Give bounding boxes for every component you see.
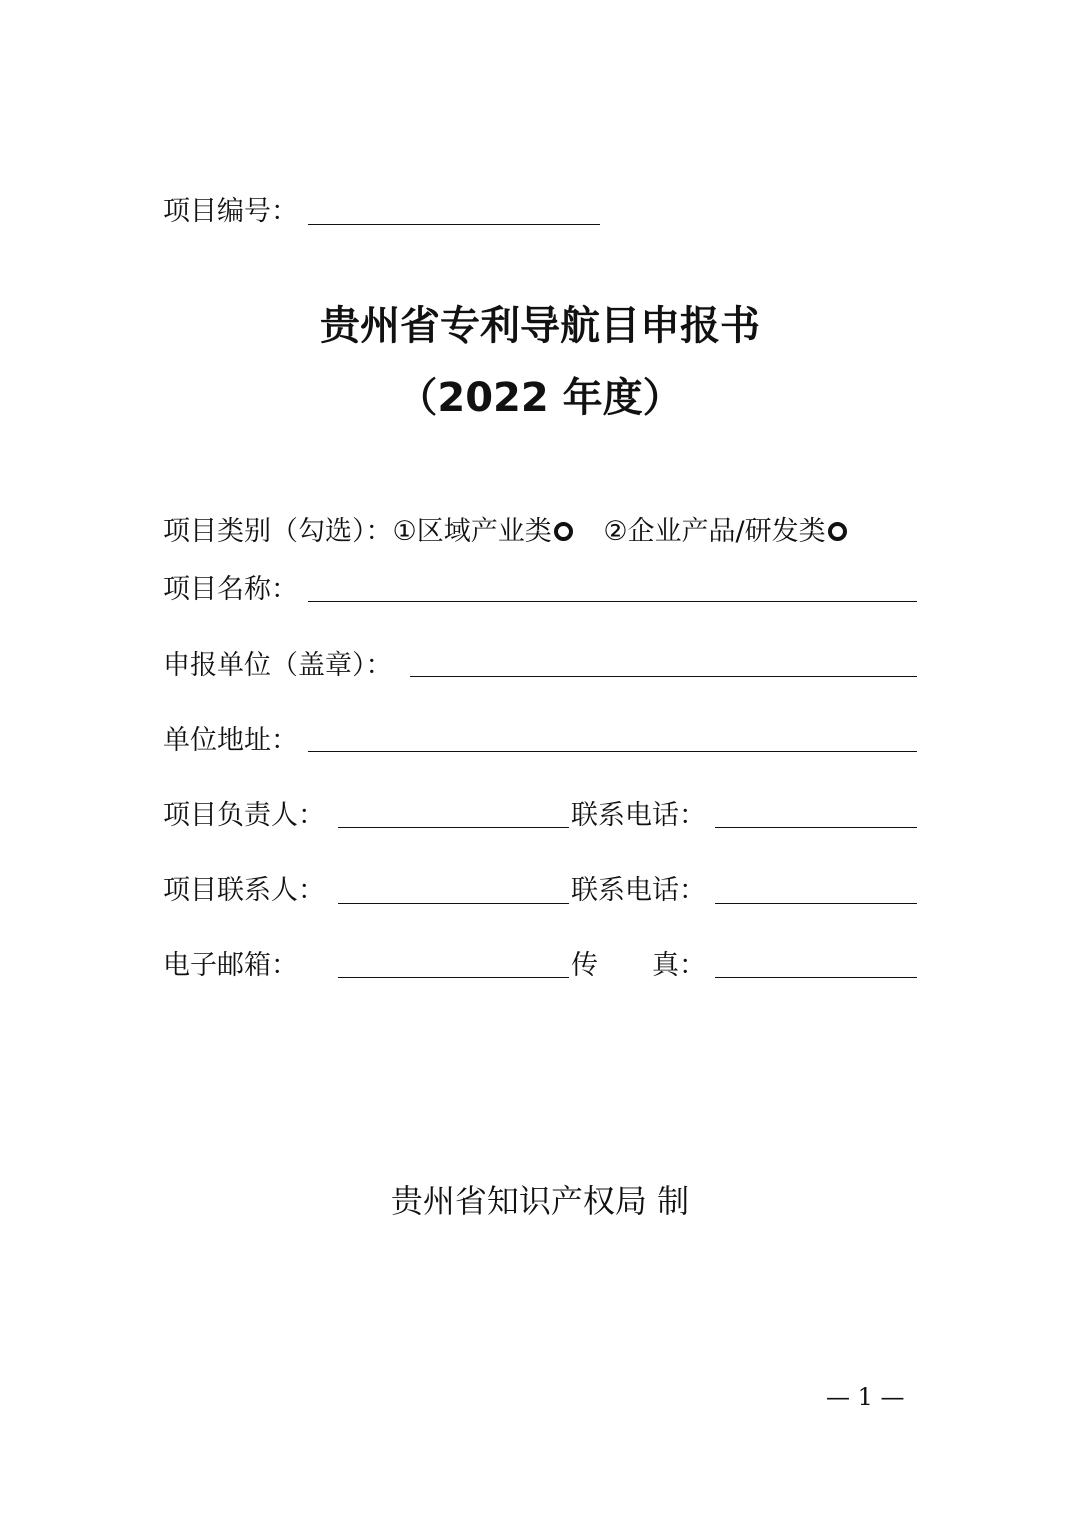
- email-line[interactable]: [338, 977, 569, 978]
- unit-address-label: 单位地址：: [163, 725, 298, 756]
- email-label: 电子邮箱：: [163, 950, 298, 981]
- leader-phone-line[interactable]: [715, 827, 917, 828]
- project-name-line[interactable]: [308, 601, 917, 602]
- issuer-text: 贵州省知识产权局 制: [390, 1182, 690, 1220]
- project-leader-label: 项目负责人：: [163, 800, 325, 831]
- unit-address-line[interactable]: [308, 751, 917, 752]
- category-option-regional: ①区域产业类: [392, 516, 552, 547]
- applicant-unit-label: 申报单位（盖章）：: [163, 650, 393, 681]
- applicant-unit-line[interactable]: [410, 676, 917, 677]
- project-leader-line[interactable]: [338, 827, 569, 828]
- radio-regional-icon[interactable]: [554, 522, 573, 541]
- project-contact-label: 项目联系人：: [163, 875, 325, 906]
- fax-label: 传 真：: [571, 950, 706, 981]
- page-subtitle: （2022 年度）: [397, 375, 683, 421]
- category-label: 项目类别（勾选）：: [163, 516, 393, 547]
- project-name-label: 项目名称：: [163, 574, 298, 605]
- project-number-line[interactable]: [308, 224, 600, 225]
- category-row: [163, 514, 847, 550]
- category-option-enterprise: ②企业产品/研发类: [603, 516, 826, 547]
- contact-phone-label: 联系电话：: [571, 875, 706, 906]
- page-number: — 1 —: [826, 1383, 905, 1411]
- radio-enterprise-icon[interactable]: [828, 522, 847, 541]
- project-number-label: 项目编号：: [163, 196, 298, 227]
- page-title: 贵州省专利导航目申报书: [320, 303, 760, 349]
- contact-phone-line[interactable]: [715, 903, 917, 904]
- project-contact-line[interactable]: [338, 903, 569, 904]
- leader-phone-label: 联系电话：: [571, 800, 706, 831]
- fax-line[interactable]: [715, 977, 917, 978]
